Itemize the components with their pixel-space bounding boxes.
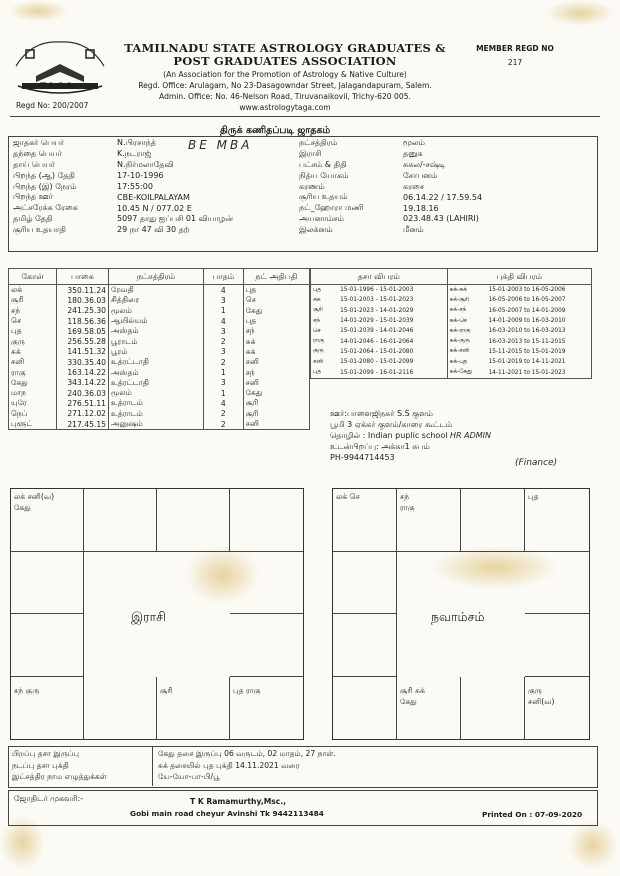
info-left-row xyxy=(10,149,300,160)
planet-cell: 241.25.30 xyxy=(56,306,108,316)
admin-office: Admin. Office: No. 46-Nelson Road, Tiruvanaikovil, Trichy-620 005. xyxy=(159,92,411,101)
birth-dasa-value: கேது தசை இருப்பு 06 வருடம், 02 மாதம், 27 நாள். xyxy=(158,749,336,758)
house-planets: சந் ராகு xyxy=(400,492,415,512)
planet-cell: சுக் xyxy=(243,347,309,357)
planet-cell: கேது xyxy=(9,378,57,388)
title-line-1: TAMILNADU STATE ASTROLOGY GRADUATES & xyxy=(124,41,446,55)
planet-cell: 217.45.15 xyxy=(56,419,108,430)
current-dasa-value: சுக் தசையில் புத புக்தி 14.11.2021 வரை xyxy=(158,760,300,770)
house-cell xyxy=(333,552,397,615)
regd-office: Regd. Office: Arulagam, No 23-Dasagowndar Street, Jalagandapuram, Salem. xyxy=(138,81,432,90)
dasa-row xyxy=(311,357,592,367)
name-letters-label: இட்சத்திர நாம எழுத்துக்கள் xyxy=(12,772,107,781)
house-cell xyxy=(333,614,397,677)
info-right-row xyxy=(296,149,594,160)
name-letters-value: யே-யோ-பா-பி/பூ xyxy=(158,772,220,781)
house-planets: புத xyxy=(528,492,539,501)
planet-cell: சூரி xyxy=(243,409,309,419)
info-left-row xyxy=(10,203,300,214)
planet-cell: லக் xyxy=(9,285,57,296)
info-left-row xyxy=(10,181,300,192)
planet-cell: 271.12.02 xyxy=(56,409,108,419)
planet-cell: 2 xyxy=(203,336,243,346)
info-left-row xyxy=(10,138,300,149)
info-left-row xyxy=(10,214,300,225)
house-cell xyxy=(333,677,397,740)
planet-cell: புத xyxy=(243,316,309,326)
house-cell xyxy=(525,677,589,740)
handwritten-degree: BE MBA xyxy=(188,138,253,152)
printed-on: Printed On : 07-09-2020 xyxy=(482,810,583,819)
info-right-row xyxy=(296,160,594,171)
dasa-cell: சந் xyxy=(313,317,320,324)
info-left-value: K.நடராஜ் xyxy=(117,149,152,159)
planet-row xyxy=(9,326,310,336)
planet-cell: உத்ராடம் xyxy=(108,409,203,419)
title-line-2: POST GRADUATES ASSOCIATION xyxy=(173,54,397,68)
info-left-row xyxy=(10,170,300,181)
dasa-cell: 16-05-2006 to 16-05-2007 xyxy=(488,297,566,304)
dasa-row xyxy=(311,316,592,326)
dasa-cell: சனி xyxy=(313,358,324,365)
planet-cell: 169.58.05 xyxy=(56,326,108,336)
planet-cell: மூலம் xyxy=(108,388,203,398)
planet-row xyxy=(9,357,310,367)
house-cell xyxy=(11,489,84,552)
info-left-label: ஜாதகர் பெயர் xyxy=(13,138,65,148)
house-cell xyxy=(11,614,84,677)
planet-cell: சனி xyxy=(243,419,309,430)
regd-number: Regd No: 200/2007 xyxy=(16,101,89,110)
planet-cell: 2 xyxy=(203,409,243,419)
info-left-label: பிறந்த ஊர் xyxy=(13,192,53,202)
info-left-label: அட்சரேக்க ரேகை xyxy=(13,203,78,213)
planet-cell: 3 xyxy=(203,378,243,388)
planet-cell: நெப் xyxy=(9,409,57,419)
info-left-label: தாய் பெயர் xyxy=(13,159,56,169)
info-left-label: தமிழ் தேதி xyxy=(13,213,53,223)
info-right-row xyxy=(296,224,594,235)
dasa-cell: 14-11-2021 to 15-01-2023 xyxy=(488,369,566,376)
website: www.astrologytaga.com xyxy=(239,103,331,112)
house-planets: சூரி சுக் கேது xyxy=(400,685,425,706)
info-right-label: நித்ய யோகம் xyxy=(299,170,349,180)
planet-cell: 350.11.24 xyxy=(56,285,108,296)
phone-number: PH-9944714453 xyxy=(330,453,395,462)
extra-details xyxy=(330,408,491,463)
house-planets: லக் சனி(வ) கேது xyxy=(14,492,55,512)
house-cell xyxy=(230,489,303,552)
dasa-cell: 15-01-2039 - 14-01-2046 xyxy=(338,326,447,336)
property-details: பூமி 3 ஏக்கர் குளம்/காரை கூட்டம் xyxy=(330,420,453,429)
planet-cell: குரு xyxy=(9,336,57,346)
planet-cell: 343.14.22 xyxy=(56,378,108,388)
house-cell xyxy=(525,552,589,615)
planet-cell: 1 xyxy=(203,367,243,377)
info-left-value: CBE-KOILPALAYAM xyxy=(117,192,190,202)
dasa-cell: சுக்-குரு xyxy=(449,338,470,345)
house-cell xyxy=(230,614,303,677)
dasa-cell: 16-03-2013 to 15-11-2015 xyxy=(488,338,566,345)
planet-row xyxy=(9,409,310,419)
dasa-row xyxy=(311,367,592,378)
info-left-label: தந்தை பெயர் xyxy=(13,149,62,159)
planet-cell: 2 xyxy=(203,419,243,430)
house-cell xyxy=(333,489,397,552)
dasa-cell: சுக்-சந் xyxy=(449,307,467,314)
dasa-cell: சுக்-சுக் xyxy=(449,286,467,293)
info-right-label: இராசி xyxy=(299,149,322,159)
planet-cell: 141.51.32 xyxy=(56,347,108,357)
planet-cell: 276.51.11 xyxy=(56,398,108,408)
info-left-table xyxy=(10,138,300,235)
header-rule xyxy=(10,116,600,117)
planet-row xyxy=(9,398,310,408)
rasi-chart xyxy=(10,488,304,740)
planet-cell: புத xyxy=(9,326,57,336)
planet-cell: ரேவதி xyxy=(108,285,203,296)
planet-row xyxy=(9,316,310,326)
planet-cell: 1 xyxy=(203,388,243,398)
house-cell xyxy=(525,489,589,552)
house-cell xyxy=(525,614,589,677)
planet-cell: ராகு xyxy=(9,367,57,377)
info-left-label: பிறந்த (ஆ) தேதி xyxy=(13,170,75,180)
dasa-cell: 15-11-2015 to 15-01-2019 xyxy=(488,348,566,355)
planet-cell: 118.56.36 xyxy=(56,316,108,326)
dasa-cell: சுக xyxy=(313,296,321,303)
occupation xyxy=(330,430,491,441)
info-right-row xyxy=(296,170,594,181)
planet-cell: 3 xyxy=(203,326,243,336)
info-right-value: 19.18.16 xyxy=(403,203,439,213)
info-left-row xyxy=(10,224,300,235)
navamsa-chart xyxy=(332,488,590,740)
house-cell xyxy=(397,677,461,740)
dasa-cell: சுக்-செ xyxy=(449,317,467,324)
dasa-row xyxy=(311,306,592,316)
bhukti-header: புக்தி விபரம் xyxy=(447,269,591,285)
planet-cell: செ xyxy=(9,316,57,326)
info-right-label: இலக்னம் xyxy=(299,224,333,234)
logo-text: TAGA xyxy=(40,82,75,92)
info-left-value: N.பிரசாந்த் xyxy=(117,138,156,148)
info-right-row xyxy=(296,181,594,192)
dasa-cell: 16-03-2010 to 16-03-2013 xyxy=(488,328,566,335)
dasa-cell: 15-01-2064 - 15-01-2080 xyxy=(338,347,447,357)
info-right-label: அயனாம்சம் xyxy=(299,213,344,223)
planet-cell: 1 xyxy=(203,306,243,316)
info-left-value: 5097 தாது ஐப்பசி 01 வியாழன் xyxy=(117,213,233,223)
house-cell xyxy=(397,489,461,552)
current-dasa-label: நடப்பு தசா புக்தி xyxy=(12,760,69,770)
info-left-row xyxy=(10,160,300,171)
house-planets: லக் செ xyxy=(336,492,360,501)
info-right-value: மீனம் xyxy=(403,224,424,234)
planet-cell: புத xyxy=(243,285,309,296)
info-left-row xyxy=(10,192,300,203)
dasa-cell: 16-05-2007 to 14-01-2009 xyxy=(488,307,566,314)
planet-cell: 4 xyxy=(203,398,243,408)
dasa-cell: சுக்-புத xyxy=(449,358,468,365)
house-cell xyxy=(461,489,525,552)
house-cell xyxy=(11,677,84,740)
dasa-cell: புத xyxy=(313,286,322,293)
planet-cell: சுக் xyxy=(243,336,309,346)
house-cell xyxy=(84,677,157,740)
info-right-row xyxy=(296,214,594,225)
planet-row xyxy=(9,347,310,357)
house-cell xyxy=(157,677,230,740)
planet-cell: யுரே xyxy=(9,398,57,408)
dasa-header: தசா விபரம் xyxy=(311,269,448,285)
siblings: உடன்பிறப்பு: அக்கா1 சுபம் xyxy=(330,442,430,451)
planet-cell: சனி xyxy=(243,378,309,388)
dasa-row xyxy=(311,285,592,296)
house-cell xyxy=(461,677,525,740)
planet-cell: செ xyxy=(243,295,309,305)
house-planets: புத ராகு xyxy=(233,685,261,695)
bottom-right-values xyxy=(158,748,336,783)
dasa-row xyxy=(311,336,592,346)
planet-cell: சந் xyxy=(243,367,309,377)
house-planets: சூரி xyxy=(160,685,173,695)
info-right-row xyxy=(296,192,594,203)
info-right-row xyxy=(296,203,594,214)
planet-cell: 330.35.40 xyxy=(56,357,108,367)
navamsa-center-label: நவாம்சம் xyxy=(431,609,485,624)
planet-row xyxy=(9,336,310,346)
planet-cell: அஸ்தம் xyxy=(108,326,203,336)
house-planets: குரு சனி(வ) xyxy=(528,685,555,706)
planet-cell: சனி xyxy=(9,357,57,367)
info-right-value: 06.14.22 / 17.59.54 xyxy=(403,192,483,202)
info-right-value: சோபனம் xyxy=(403,170,438,180)
dasa-cell: சூரி xyxy=(313,307,323,314)
dasa-cell: செ xyxy=(313,327,321,334)
planet-row xyxy=(9,378,310,388)
house-cell xyxy=(84,489,157,552)
house-cell xyxy=(11,552,84,615)
dasa-cell: 15-01-2019 to 14-11-2021 xyxy=(488,359,566,366)
occupation-handnote: HR ADMIN xyxy=(449,431,491,440)
planet-row xyxy=(9,285,310,296)
paper-stain xyxy=(8,0,68,22)
planet-cell: அனுஷம் xyxy=(108,419,203,430)
astrologer-label: ஜோதிடர் முகவரி:- xyxy=(14,794,84,803)
planet-cell: உத்ராடம் xyxy=(108,398,203,408)
info-right-value: கரசை xyxy=(403,181,425,191)
planet-cell: சூரி xyxy=(243,398,309,408)
dasa-cell: 15-01-2003 to 16-05-2006 xyxy=(488,287,566,294)
house-cell xyxy=(230,552,303,615)
info-left-value: 29 நா 47 வி 30 தற் xyxy=(117,224,190,234)
dasa-cell: ராகு xyxy=(313,338,325,345)
info-right-row xyxy=(296,138,594,149)
info-right-label: கரணம் xyxy=(299,181,325,191)
member-number: 217 xyxy=(507,58,523,67)
dasa-cell: 15-01-2023 - 14-01-2029 xyxy=(338,306,447,316)
planet-cell: பூராடம் xyxy=(108,336,203,346)
planet-row xyxy=(9,388,310,398)
planet-cell: உத்ரட்டாதி xyxy=(108,378,203,388)
planet-cell: 3 xyxy=(203,347,243,357)
planet-cell: அஸ்தம் xyxy=(108,367,203,377)
info-right-label: பட்சம் & திதி xyxy=(299,159,347,169)
planet-row xyxy=(9,367,310,377)
info-left-value: 17:55:00 xyxy=(117,182,153,192)
planet-cell: 163.14.22 xyxy=(56,367,108,377)
house-planets: சந் குரு xyxy=(14,685,40,695)
occupation-label: தொழில் : xyxy=(330,431,366,440)
planet-cell: மாந xyxy=(9,388,57,398)
info-left-value: N.நிர்மலாதேவி xyxy=(117,159,174,169)
info-right-table xyxy=(296,138,594,235)
planet-table xyxy=(8,268,310,430)
planet-row xyxy=(9,306,310,316)
house-cell xyxy=(230,677,303,740)
info-left-label: பிறந்த (இ) நேரம் xyxy=(13,181,77,191)
occupation-value: Indian puplic school xyxy=(367,431,448,440)
dasa-cell: குரு xyxy=(313,348,324,355)
planet-cell: புளூட் xyxy=(9,419,57,430)
house-cell xyxy=(157,489,230,552)
astrologer-address: Gobi main road cheyur Avinshi Tk 9442113484 xyxy=(130,809,324,818)
info-left-value: 17-10-1996 xyxy=(117,171,164,181)
planet-cell: சுக் xyxy=(9,347,57,357)
dasa-cell: 14-01-2009 to 16-03-2010 xyxy=(488,318,566,325)
dasa-cell: சுக்-சூரி xyxy=(449,296,469,303)
planet-col-header: கோள் xyxy=(9,269,57,285)
info-left-label: சூரிய உதயாதி xyxy=(13,224,66,234)
planet-cell: 2 xyxy=(203,357,243,367)
paper-stain xyxy=(545,0,615,26)
planet-row xyxy=(9,295,310,305)
planet-cell: 240.36.03 xyxy=(56,388,108,398)
info-right-value: தனுசு xyxy=(403,149,423,159)
association-subtitle: (An Association for the Promotion of Astrology & Native Culture) xyxy=(163,70,407,79)
info-right-label: நட்_ஹோரா மணி xyxy=(299,203,364,213)
planet-col-header: நட் அதிபதி xyxy=(243,269,309,285)
planet-col-header: பாதம் xyxy=(203,269,243,285)
planet-cell: சந் xyxy=(243,326,309,336)
astrologer-name: T K Ramamurthy,Msc., xyxy=(190,797,287,806)
planet-cell: 256.55.28 xyxy=(56,336,108,346)
dasa-cell: 15-01-1996 - 15-01-2003 xyxy=(338,285,447,296)
dasa-cell: சுக்-சனி xyxy=(449,348,470,355)
info-right-value: சுகல/-சஷ்டி xyxy=(403,159,446,169)
footer-box xyxy=(8,790,598,826)
planet-cell: பூரம் xyxy=(108,347,203,357)
bottom-left-labels xyxy=(12,748,107,783)
planet-cell: சந் xyxy=(9,306,57,316)
planet-row xyxy=(9,419,310,430)
bottom-divider xyxy=(152,746,153,786)
planet-cell: சித்திரை xyxy=(108,295,203,305)
dasa-table xyxy=(310,268,592,379)
dasa-row xyxy=(311,295,592,305)
planet-cell: 4 xyxy=(203,285,243,296)
planet-cell: உத்ரட்டாதி xyxy=(108,357,203,367)
finance-handnote: (Finance) xyxy=(515,458,558,468)
planet-col-header: பாகை xyxy=(56,269,108,285)
dasa-cell: 15-01-2003 - 15-01-2023 xyxy=(338,295,447,305)
dasa-cell: புத xyxy=(313,369,322,376)
dasa-cell: சுக்-கேது xyxy=(449,369,473,376)
member-label: MEMBER REGD NO xyxy=(476,44,554,53)
birth-dasa-label: பிறப்பு தசா இருப்பு xyxy=(12,749,80,758)
chart-title: திருக் கணிதப்படி ஜாதகம் xyxy=(220,125,331,136)
planet-cell: 180.36.03 xyxy=(56,295,108,305)
planet-cell: கேது xyxy=(243,388,309,398)
native-place: ஊர்:பாளைஜிநகர் S.S குளம் xyxy=(330,409,433,418)
dasa-cell: 15-01-2099 - 16-01-2116 xyxy=(338,367,447,378)
planet-cell: சூரி xyxy=(9,295,57,305)
info-left-value: 10.45 N / 077.02 E xyxy=(117,203,192,213)
planet-cell: ஆயில்யம் xyxy=(108,316,203,326)
info-right-label: சூரிய உதயம் xyxy=(299,192,348,202)
planet-cell: மூலம் xyxy=(108,306,203,316)
dasa-cell: 14-01-2029 - 15-01-2039 xyxy=(338,316,447,326)
paper-stain xyxy=(568,820,618,870)
planet-cell: கேது xyxy=(243,306,309,316)
info-right-value: 023.48.43 (LAHIRI) xyxy=(403,214,479,224)
dasa-cell: சுக்-ராகு xyxy=(449,327,471,334)
dasa-row xyxy=(311,347,592,357)
dasa-row xyxy=(311,326,592,336)
info-right-label: நட்சத்திரம் xyxy=(299,138,338,148)
planet-cell: 4 xyxy=(203,316,243,326)
association-title xyxy=(120,42,450,68)
planet-cell: சனி xyxy=(243,357,309,367)
dasa-cell: 14-01-2046 - 16-01-2064 xyxy=(338,336,447,346)
dasa-cell: 15-01-2080 - 15-01-2099 xyxy=(338,357,447,367)
info-right-value: மூலம் xyxy=(403,138,425,148)
planet-col-header: நட்சத்திரம் xyxy=(108,269,203,285)
rasi-center-label: இராசி xyxy=(131,609,166,624)
planet-cell: 3 xyxy=(203,295,243,305)
